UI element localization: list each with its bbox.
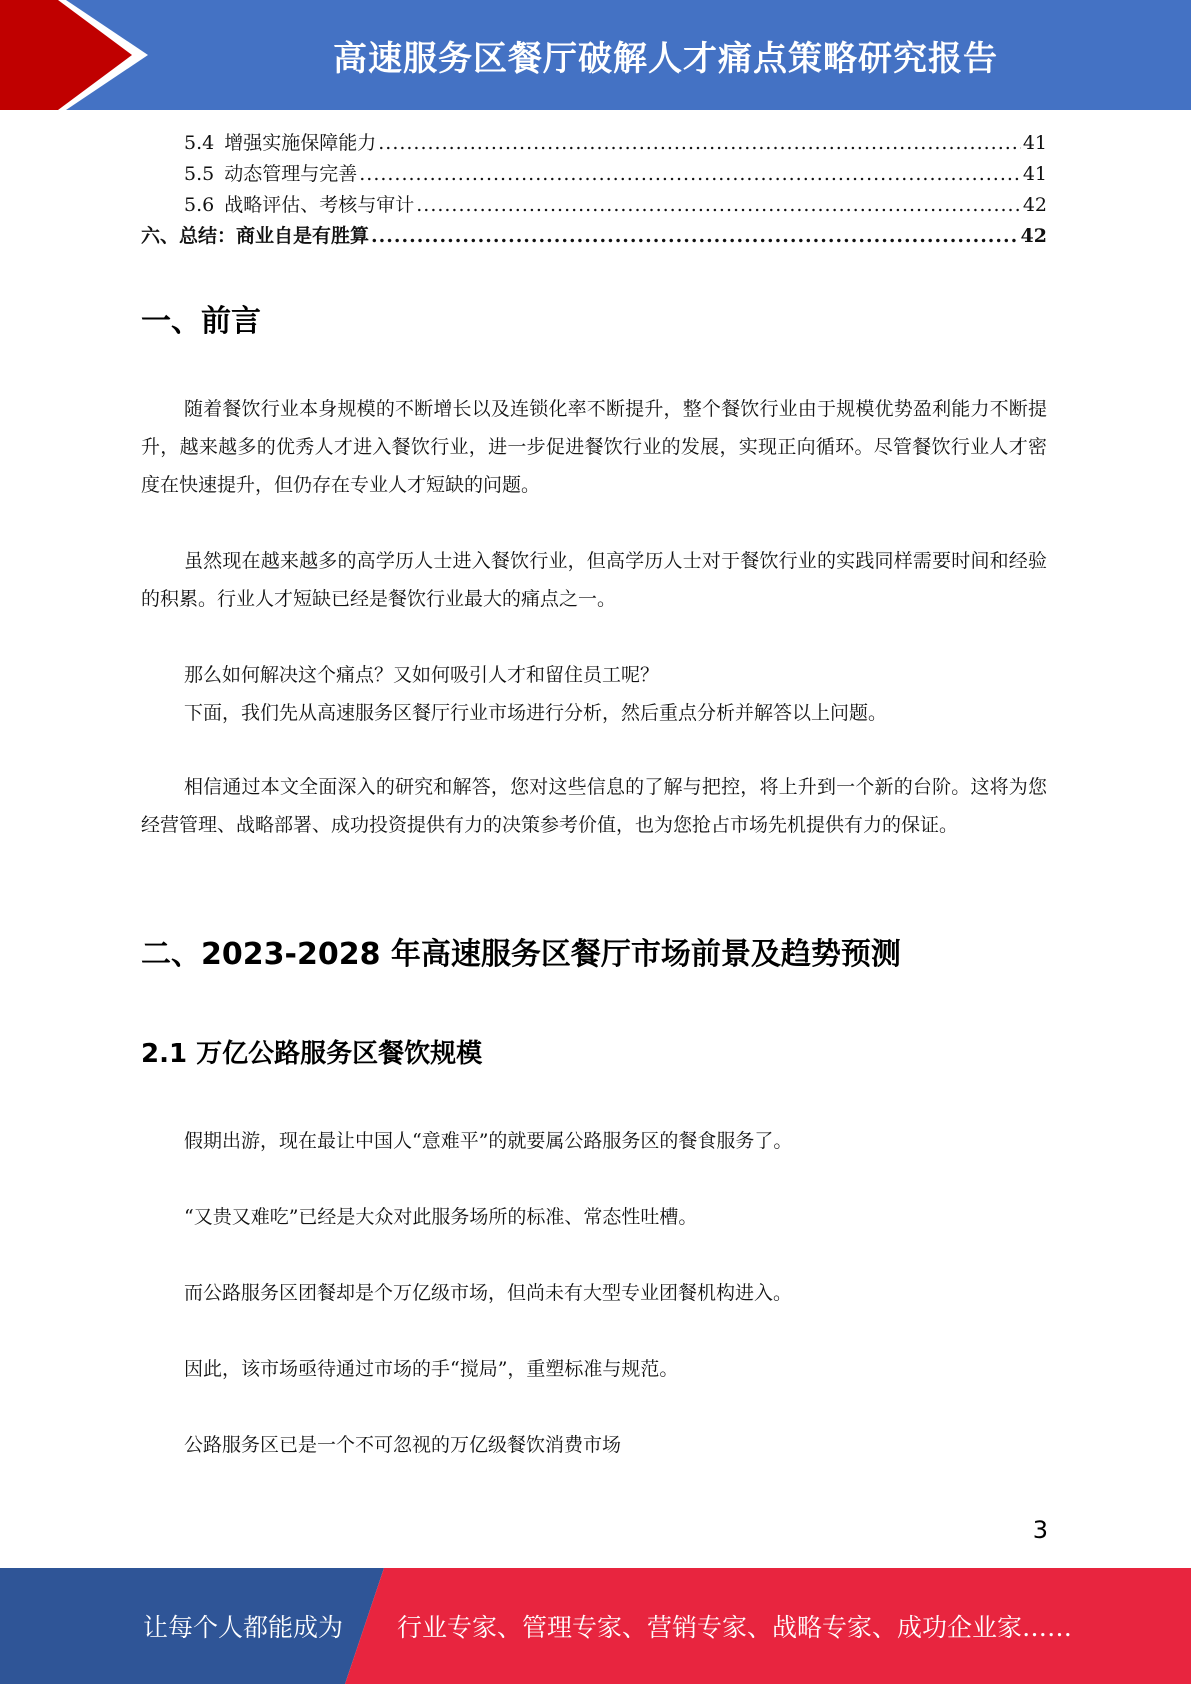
toc-entry-5-4[interactable] xyxy=(141,128,1047,159)
toc-entry-label: 六、总结：商业自是有胜算 xyxy=(141,225,370,247)
page-footer xyxy=(0,1568,1191,1684)
toc-entry-page: 41 xyxy=(1022,163,1047,185)
body-paragraph: 随着餐饮行业本身规模的不断增长以及连锁化率不断提升，整个餐饮行业由于规模优势盈利能力不断提升，越来越多的优秀人才进入餐饮行业，进一步促进餐饮行业的发展，实现正向循环。尽管餐饮行业人才密度在快速提升，但仍存在专业人才短缺的问题。 xyxy=(141,398,1047,496)
report-title: 高速服务区餐厅破解人才痛点策略研究报告 xyxy=(333,38,998,79)
body-paragraph: 相信通过本文全面深入的研究和解答，您对这些信息的了解与把控，将上升到一个新的台阶。这将为您经营管理、战略部署、成功投资提供有力的决策参考价值，也为您抢占市场先机提供有力的保证。 xyxy=(141,776,1047,836)
toc-entry-label: 战略评估、考核与审计 xyxy=(224,194,415,216)
toc-entry-number: 5.4 xyxy=(184,132,215,154)
section-heading-preface: 一、前言 xyxy=(141,304,261,339)
body-paragraph: 虽然现在越来越多的高学历人士进入餐饮行业，但高学历人士对于餐饮行业的实践同样需要时间和经验的积累。行业人才短缺已经是餐饮行业最大的痛点之一。 xyxy=(141,550,1047,610)
toc-entry-page: 42 xyxy=(1020,225,1047,247)
toc-entry-page: 41 xyxy=(1022,132,1047,154)
body-line: 而公路服务区团餐却是个万亿级市场，但尚未有大型专业团餐机构进入。 xyxy=(184,1282,793,1304)
toc-leader-dots xyxy=(378,128,1021,159)
footer-slogan-left: 让每个人都能成为 xyxy=(143,1613,344,1642)
toc-leader-dots xyxy=(416,190,1021,221)
body-line: 因此，该市场亟待通过市场的手“搅局”，重塑标准与规范。 xyxy=(184,1358,679,1380)
subsection-heading-2-1: 2.1 万亿公路服务区餐饮规模 xyxy=(141,1039,483,1069)
header-arrow-decoration xyxy=(0,0,160,110)
page-number: 3 xyxy=(1032,1516,1048,1544)
toc-entry-5-6[interactable] xyxy=(141,190,1047,221)
toc-entry-label: 增强实施保障能力 xyxy=(224,132,377,154)
body-line: “又贵又难吃”已经是大众对此服务场所的标准、常态性吐槽。 xyxy=(184,1206,698,1228)
toc-entry-5-5[interactable] xyxy=(141,159,1047,190)
toc-leader-dots xyxy=(359,159,1021,190)
section-heading-market-outlook: 二、2023-2028 年高速服务区餐厅市场前景及趋势预测 xyxy=(141,937,901,972)
toc-entry-number: 5.6 xyxy=(184,194,215,216)
body-line: 那么如何解决这个痛点？又如何吸引人才和留住员工呢？ xyxy=(184,664,660,686)
toc-leader-dots xyxy=(371,221,1019,252)
page-header xyxy=(0,0,1191,110)
footer-slogan-right: 行业专家、管理专家、营销专家、战略专家、成功企业家…… xyxy=(397,1613,1073,1642)
body-line: 下面，我们先从高速服务区餐厅行业市场进行分析，然后重点分析并解答以上问题。 xyxy=(184,702,888,724)
toc-entry-page: 42 xyxy=(1022,194,1047,216)
toc-entry-label: 动态管理与完善 xyxy=(224,163,358,185)
table-of-contents xyxy=(141,128,1047,252)
body-line: 假期出游，现在最让中国人“意难平”的就要属公路服务区的餐食服务了。 xyxy=(184,1130,793,1152)
toc-entry-6[interactable] xyxy=(141,221,1047,252)
toc-entry-number: 5.5 xyxy=(184,163,215,185)
body-line: 公路服务区已是一个不可忽视的万亿级餐饮消费市场 xyxy=(184,1434,622,1456)
